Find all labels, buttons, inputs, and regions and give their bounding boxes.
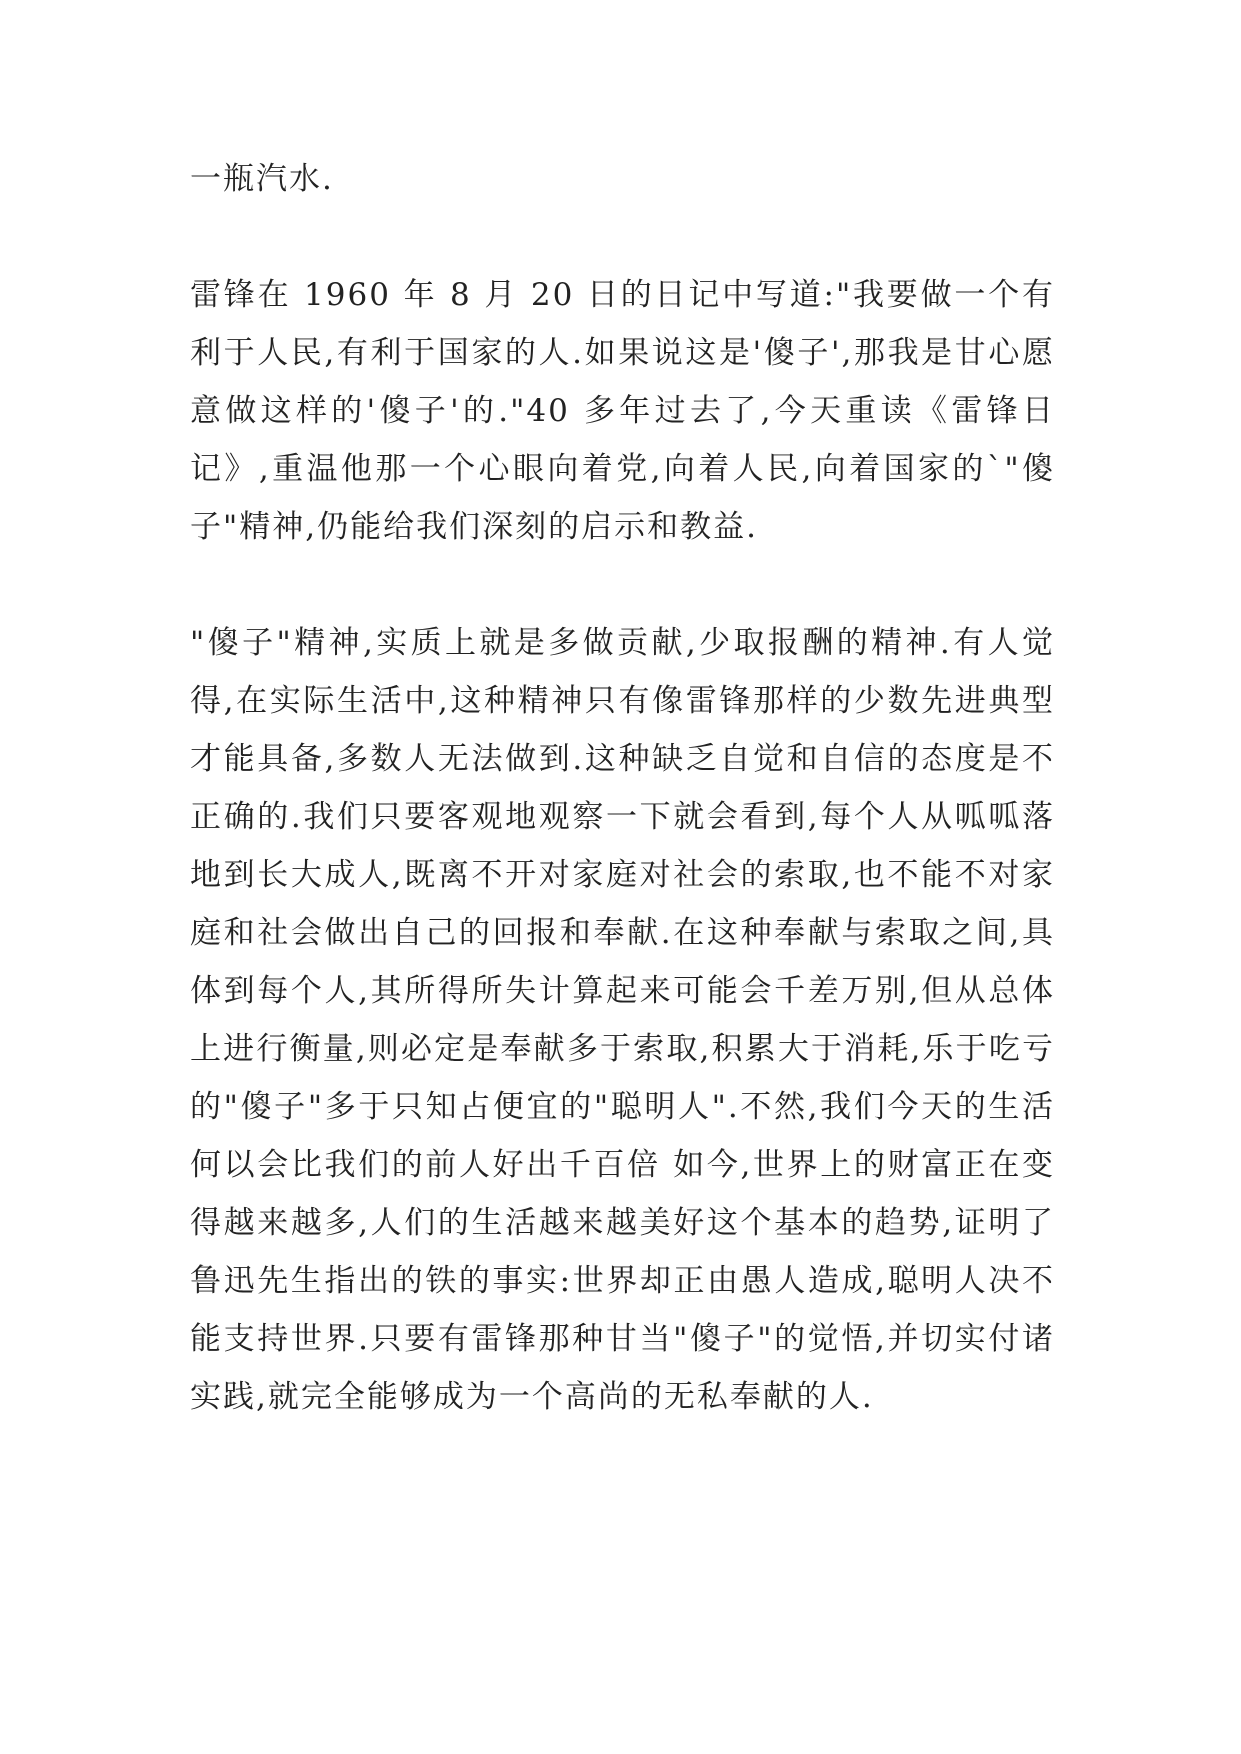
- document-body: [190, 150, 1055, 1426]
- paragraph-spacer: [190, 208, 1055, 266]
- paragraph-1: 一瓶汽水.: [190, 161, 334, 197]
- paragraph-3: "傻子"精神,实质上就是多做贡献,少取报酬的精神.有人觉得,在实际生活中,这种精神只有像雷锋那样的少数先进典型才能具备,多数人无法做到.这种缺乏自觉和自信的态度是不正确的.我们只要客观地观察一下就会看到,每个人从呱呱落地到长大成人,既离不开对家庭对社会的索取,也不能不对家庭和社会做出自己的回报和奉献.在这种奉献与索取之间,具体到每个人,其所得所失计算起来可能会千差万别,但从总体上进行衡量,则必定是奉献多于索取,积累大于消耗,乐于吃亏的"傻子"多于只知占便宜的"聪明人".不然,我们今天的生活何以会比我们的前人好出千百倍 如今,世界上的财富正在变得越来越多,人们的生活越来越美好这个基本的趋势,证明了鲁迅先生指出的铁的事实:世界却正由愚人造成,聪明人决不能支持世界.只要有雷锋那种甘当"傻子"的觉悟,并切实付诸实践,就完全能够成为一个高尚的无私奉献的人.: [190, 625, 1055, 1415]
- paragraph-spacer: [190, 556, 1055, 614]
- paragraph-2: 雷锋在 1960 年 8 月 20 日的日记中写道:"我要做一个有利于人民,有利于国家的人.如果说这是'傻子',那我是甘心愿意做这样的'傻子'的."40 多年过去了,今天重读《雷锋日记》,重温他那一个心眼向着党,向着人民,向着国家的`"傻子"精神,仍能给我们深刻的启示和教益.: [190, 277, 1055, 545]
